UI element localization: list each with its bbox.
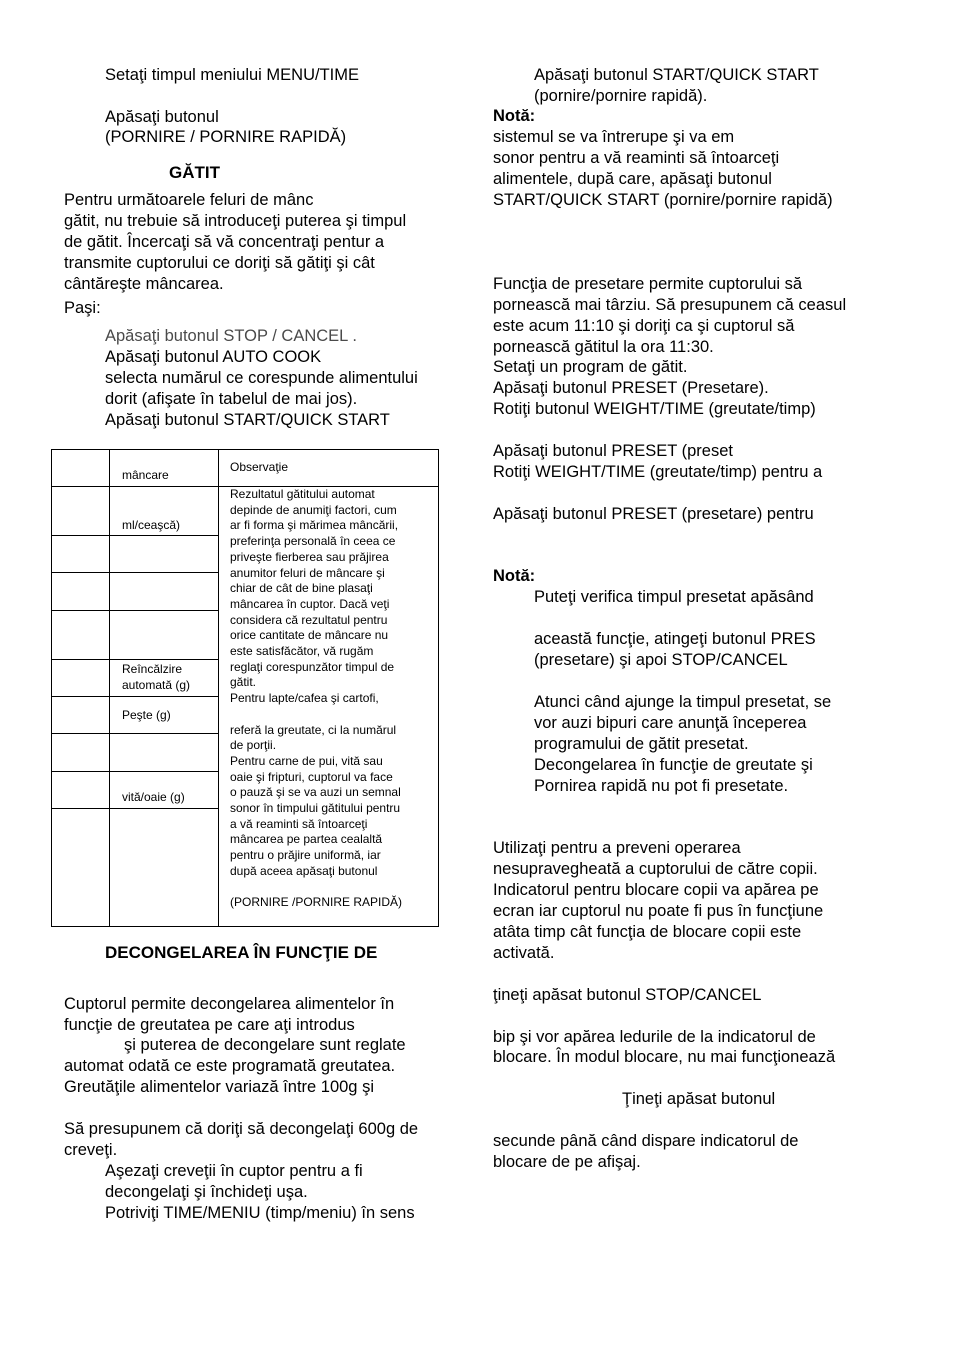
press-button-step: Apăsaţi butonul <box>105 108 219 126</box>
gatit-intro-line: de gătit. Încercaţi să vă concentraţi pentur a <box>64 233 385 251</box>
preset-line: Apăsaţi butonul PRESET (presetare) pentru <box>493 505 814 523</box>
lock-line: ecran iar cuptorul nu poate fi pus în funcţiune <box>493 902 824 920</box>
decong-step: Potriviţi TIME/MENIU (timp/meniu) în sens <box>105 1204 415 1222</box>
pasi-step: dorit (afişate în tabelul de mai jos). <box>105 390 358 408</box>
decong-para-line: automat odată ce este programată greutatea. <box>64 1057 396 1075</box>
gatit-intro-line: transmite cuptorului ce doriţi să gătiţi şi cât <box>64 254 375 272</box>
preset-line: Setaţi un program de gătit. <box>493 358 688 376</box>
lock-line: Utilizaţi pentru a preveni operarea <box>493 839 741 857</box>
nota-line: alimentele, după care, apăsaţi butonul <box>493 170 772 188</box>
gatit-intro-line: cântăreşte mâncarea. <box>64 275 224 293</box>
start-step: (pornire/pornire rapidă). <box>534 87 708 105</box>
lock-line: Ţineţi apăsat butonul <box>622 1090 776 1108</box>
pasi-step: Apăsaţi butonul AUTO COOK <box>105 348 322 366</box>
table-cell: ml/ceaşcă) <box>122 518 181 532</box>
pasi-step: Apăsaţi butonul STOP / CANCEL . <box>105 327 357 345</box>
preset-line: pornească gătitul la ora 11:30. <box>493 338 714 356</box>
gatit-intro-line: gătit, nu trebuie să introduceţi puterea şi timpul <box>64 212 407 230</box>
table-cell: mâncare <box>122 468 169 482</box>
lock-line: secunde până când dispare indicatorul de <box>493 1132 799 1150</box>
decong-para-line: funcţie de greutatea pe care aţi introdus <box>64 1016 355 1034</box>
gatit-intro-line: Pentru următoarele feluri de mânc <box>64 191 314 209</box>
menu-time-step: Setaţi timpul meniului MENU/TIME <box>105 66 359 84</box>
decong-heading: DECONGELAREA ÎN FUNCŢIE DE <box>105 943 378 962</box>
lock-line: bip şi vor apărea ledurile de la indicatorul de <box>493 1028 816 1046</box>
preset-line: Apăsaţi butonul PRESET (preset <box>493 442 733 460</box>
preset-line: pornească mai târziu. Să presupunem că ceasul <box>493 296 847 314</box>
nota-line: sistemul se va întrerupe şi va em <box>493 128 735 146</box>
pasi-step: Apăsaţi butonul START/QUICK START <box>105 411 390 429</box>
nota2-label: Notă: <box>493 567 536 585</box>
preset-line: este acum 11:10 şi doriţi ca şi cuptorul să <box>493 317 795 335</box>
preset-line: Apăsaţi butonul PRESET (Presetare). <box>493 379 769 397</box>
nota2-line: Puteţi verifica timpul presetat apăsând <box>534 588 814 606</box>
decong-step: Aşezaţi creveţii în cuptor pentru a fi <box>105 1162 363 1180</box>
decong-example-line: creveţi. <box>64 1141 118 1159</box>
observatie-text: Rezultatul gătitului automat depinde de anumiţi factori, cum ar fi forma şi mărimea mâncării, preferinţa personală în ceea ce priveşte fierberea sau prăjirea anumitor feluri de mâncare şi chiar de cât de bine plasaţi mâncarea în cuptor. Dacă veţi considera că rezultatul pentru orice cantitate de mâncare nu este satisfăcător, vă rugăm reglaţi corespunzător timpul de gătit. Pentru lapte/cafea şi cartofi, referă la greutate, ci la numărul de porţii. Pentru carne de pui, vită sau oaie şi fripturi, cuptorul va face o pauză şi se va auzi un semnal sonor în timpului gătitului pentru a vă reaminti să întoarceţi mâncarea pe partea cealaltă pentru o prăjire uniformă, iar după aceea apăsaţi butonul (PORNIRE /PORNIRE RAPIDĂ) <box>230 487 403 910</box>
lock-line: Indicatorul pentru blocare copii va apărea pe <box>493 881 819 899</box>
nota-line: sonor pentru a vă reaminti să întoarceţi <box>493 149 780 167</box>
table-cell: Reîncălzire automată (g) <box>122 662 191 692</box>
lock-line: nesupravegheată a cuptorului de către copii. <box>493 860 818 878</box>
table-cell: vită/oaie (g) <box>122 790 185 804</box>
start-label: (PORNIRE / PORNIRE RAPIDĂ) <box>105 128 347 146</box>
preset-line: Rotiţi WEIGHT/TIME (greutate/timp) pentru a <box>493 463 823 481</box>
nota2-line: (presetare) şi apoi STOP/CANCEL <box>534 651 788 669</box>
lock-line: ţineţi apăsat butonul STOP/CANCEL <box>493 986 762 1004</box>
preset-line: Rotiţi butonul WEIGHT/TIME (greutate/timp) <box>493 400 816 418</box>
decong-para-line: şi puterea de decongelare sunt reglate <box>124 1036 406 1054</box>
table-cell: Peşte (g) <box>122 708 171 722</box>
nota2-line: această funcţie, atingeţi butonul PRES <box>534 630 816 648</box>
decong-example-line: Să presupunem că doriţi să decongelaţi 600g de <box>64 1120 419 1138</box>
decong-para-line: Cuptorul permite decongelarea alimentelor în <box>64 995 395 1013</box>
nota2-line: Pornirea rapidă nu pot fi presetate. <box>534 777 789 795</box>
pasi-label: Paşi: <box>64 299 101 317</box>
pasi-step: selecta numărul ce corespunde alimentului <box>105 369 418 387</box>
lock-line: blocare de pe afişaj. <box>493 1153 641 1171</box>
nota2-line: programului de gătit presetat. <box>534 735 749 753</box>
gatit-heading: GĂTIT <box>169 163 220 182</box>
nota-label: Notă: <box>493 107 536 125</box>
nota2-line: vor auzi bipuri care anunţă începerea <box>534 714 807 732</box>
lock-line: activată. <box>493 944 555 962</box>
lock-line: blocare. În modul blocare, nu mai funcţionează <box>493 1048 836 1066</box>
decong-step: decongelaţi şi închideţi uşa. <box>105 1183 308 1201</box>
nota2-line: Decongelarea în funcţie de greutate şi <box>534 756 813 774</box>
table-header-observatie: Observaţie <box>230 460 289 474</box>
nota2-line: Atunci când ajunge la timpul presetat, se <box>534 693 832 711</box>
preset-line: Funcţia de presetare permite cuptorului să <box>493 275 803 293</box>
decong-para-line: Greutăţile alimentelor variază între 100g şi <box>64 1078 374 1096</box>
start-step: Apăsaţi butonul START/QUICK START <box>534 66 819 84</box>
lock-line: atâta timp cât funcţia de blocare copii este <box>493 923 802 941</box>
nota-line: START/QUICK START (pornire/pornire rapidă) <box>493 191 833 209</box>
